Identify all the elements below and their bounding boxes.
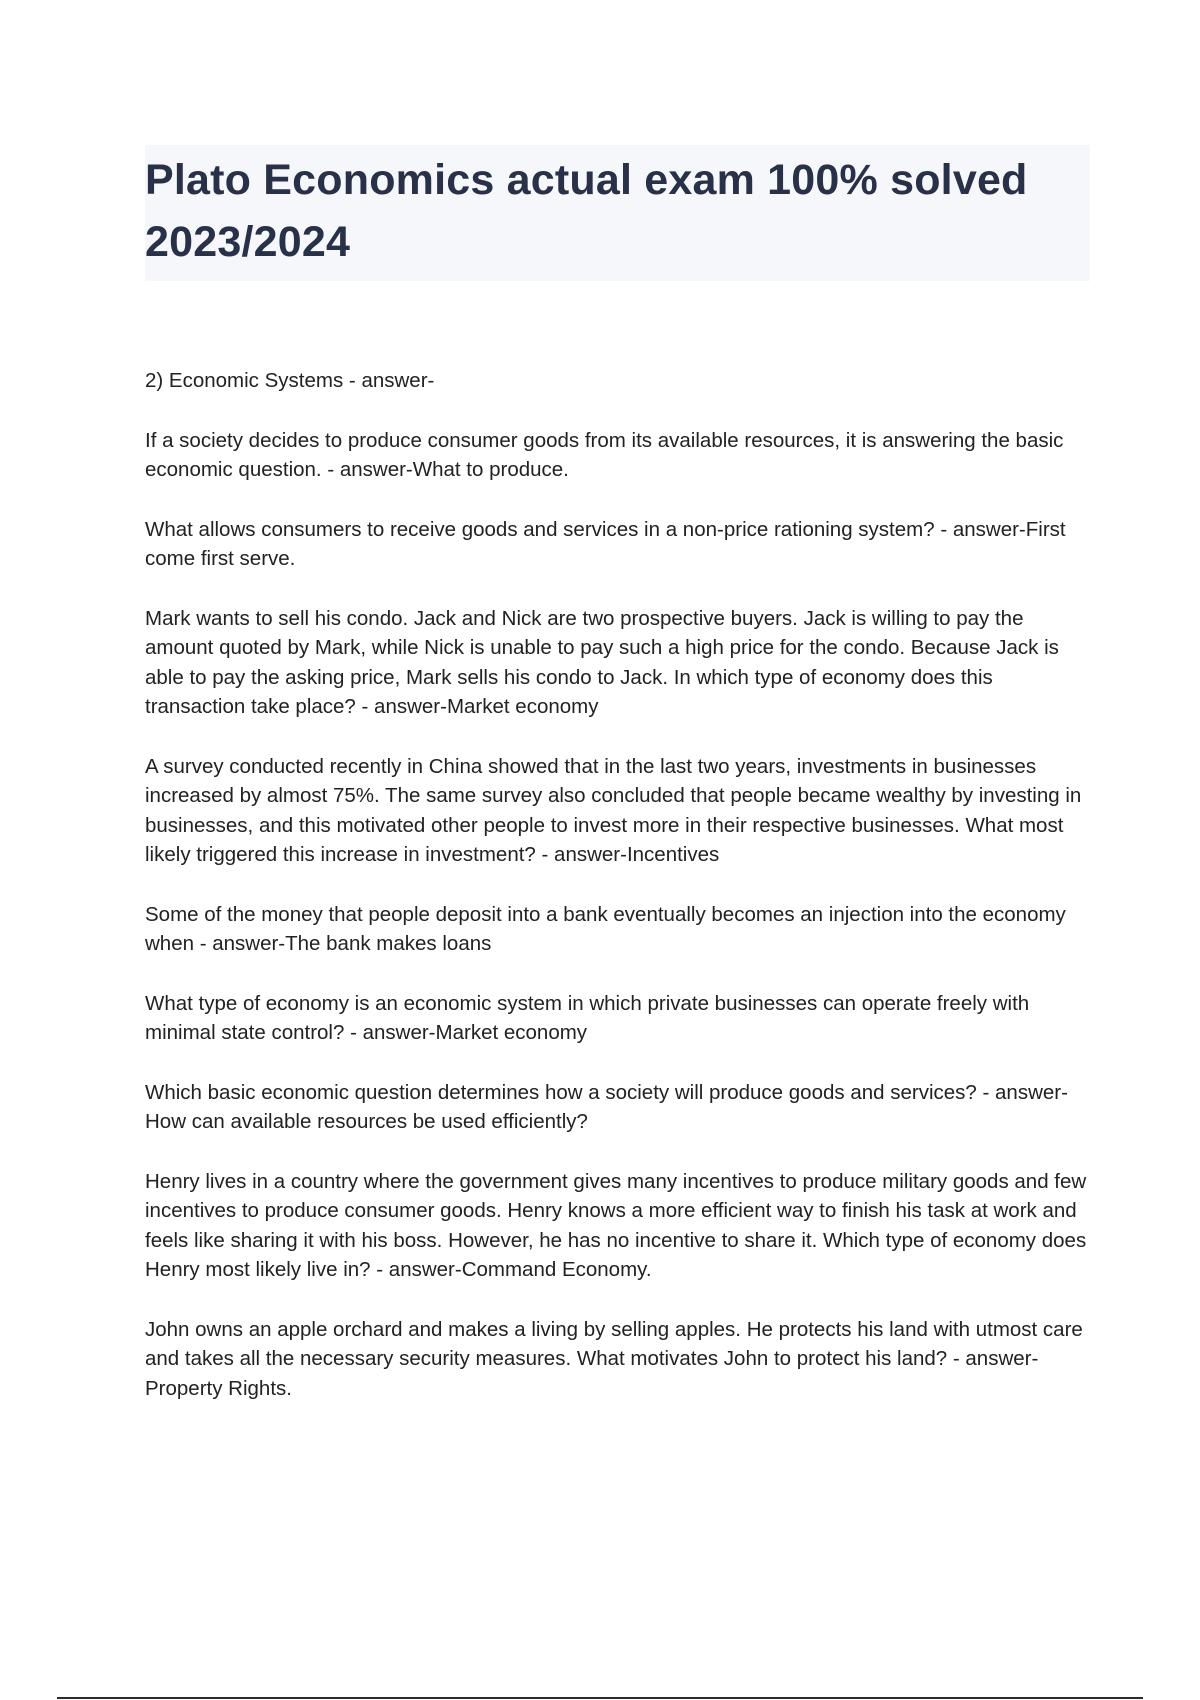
title-block [145,145,1090,281]
document-title: Plato Economics actual exam 100% solved 2023/2024 [145,156,1028,266]
question-paragraph: A survey conducted recently in China showed that in the last two years, investments in businesses increased by almost 75%. The same survey also concluded that people became wealthy by investing in businesses, and this motivated other people to invest more in their respective businesses. What most likely triggered this increase in investment? - answer-Incentives [145,754,1082,866]
question-paragraph: If a society decides to produce consumer goods from its available resources, it is answering the basic economic question. - answer-What to produce. [145,428,1064,481]
question-paragraph: Henry lives in a country where the government gives many incentives to produce military goods and few incentives to produce consumer goods. Henry knows a more efficient way to finish his task at work and feels like sharing it with his boss. However, he has no incentive to share it. Which type of economy does Henry most likely live in? - answer-Command Economy. [145,1169,1087,1281]
section-heading: 2) Economic Systems - answer- [145,369,435,392]
question-paragraph: Mark wants to sell his condo. Jack and Nick are two prospective buyers. Jack is willing to pay the amount quoted by Mark, while Nick is unable to pay such a high price for the condo. Because Jack is able to pay the asking price, Mark sells his condo to Jack. In which type of economy does this transaction take place? - answer-Market economy [145,606,1059,718]
question-paragraph: Which basic economic question determines how a society will produce goods and services? - answer-How can available resources be used efficiently? [145,1080,1068,1133]
question-paragraph: What type of economy is an economic system in which private businesses can operate freely with minimal state control? - answer-Market economy [145,991,1030,1044]
footer-divider [57,1697,1143,1699]
document-body [145,366,1090,1433]
question-paragraph: What allows consumers to receive goods and services in a non-price rationing system? - answer-First come first serve. [145,517,1066,570]
question-paragraph: Some of the money that people deposit into a bank eventually becomes an injection into the economy when - answer-The bank makes loans [145,902,1066,955]
question-paragraph: John owns an apple orchard and makes a living by selling apples. He protects his land with utmost care and takes all the necessary security measures. What motivates John to protect his land? - answer-Property Rights. [145,1317,1083,1400]
